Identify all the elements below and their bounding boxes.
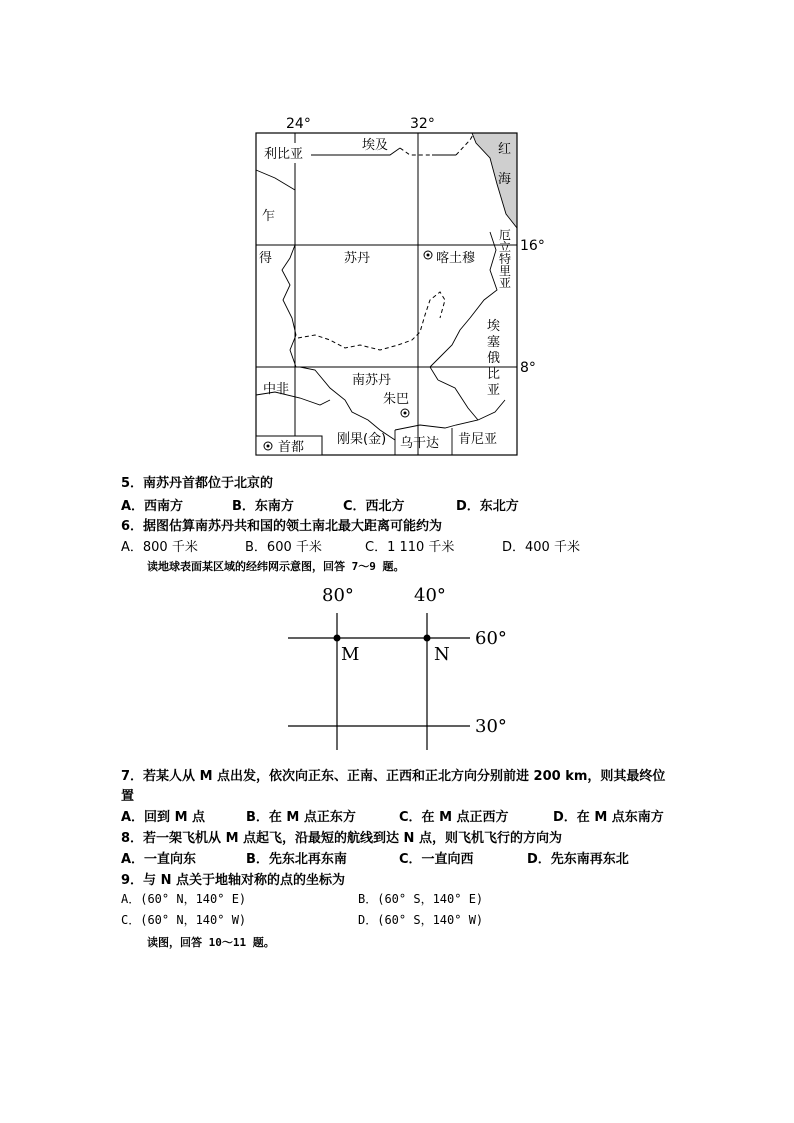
label-libya: 利比亚 [264,147,304,162]
label-car: 中非 [263,382,290,397]
q6-option-a: A．800 千米 [121,540,198,555]
q9-option-b: B．(60° S，140° E) [358,892,484,906]
lat-label-16: 16° [520,238,545,254]
label-eritrea-4: 里 [499,264,512,278]
label-uganda: 乌干达 [400,436,440,451]
label-drc: 刚果(金) [337,432,387,447]
label-eritrea-1: 厄 [499,228,512,242]
label-egypt: 埃及 [362,138,389,153]
label-ethiopia-3: 俄 [487,351,501,366]
grid-point-m-label: M [341,644,360,665]
q7-option-c: C．在 M 点正西方 [399,810,509,825]
lon-label-24: 24° [286,116,311,132]
q7-option-d: D．在 M 点东南方 [553,810,664,825]
q8-option-b: B．先东北再东南 [246,852,347,867]
label-south-sudan: 南苏丹 [352,373,392,388]
dashed-borders [298,133,474,350]
label-eritrea-3: 特 [499,252,512,266]
label-khartoum: 喀土穆 [436,251,476,266]
grid-lat-label-30: 30° [475,716,507,737]
graticule-diagram [0,575,794,775]
q8-option-a: A．一直向东 [121,852,197,867]
q9-option-a: A．(60° N，140° E) [121,892,247,906]
intro-7-9: 读地球表面某区域的经纬网示意图，回答 7～9 题。 [147,560,405,573]
q8-stem: 8．若一架飞机从 M 点起飞，沿最短的航线到达 N 点，则飞机飞行的方向为 [121,831,562,846]
label-eritrea-2: 立 [499,240,512,254]
q5-option-c: C．西北方 [343,499,405,514]
legend-capital-label: 首都 [278,440,305,455]
q9-option-c: C．(60° N，140° W) [121,913,247,927]
point-n-icon [424,635,431,642]
q6-stem: 6．据图估算南苏丹共和国的领土南北最大距离可能约为 [121,519,443,534]
label-sudan: 苏丹 [344,251,371,266]
q6-option-c: C．1 110 千米 [365,540,455,555]
label-ethiopia-5: 亚 [487,383,501,398]
q5-option-d: D．东北方 [456,499,519,514]
q8-option-c: C．一直向西 [399,852,474,867]
label-ethiopia-1: 埃 [487,319,501,334]
intro-10-11: 读图，回答 10～11 题。 [147,936,275,949]
label-red-sea-1: 红 [498,142,512,157]
lon-label-32: 32° [410,116,435,132]
label-ethiopia-4: 比 [487,367,501,382]
q7-stem-line2: 置 [121,789,135,804]
grid-point-n-label: N [434,644,450,665]
label-chad-2: 得 [259,251,273,266]
grid-lon-label-40: 40° [414,585,446,606]
grid-lat-label-60: 60° [475,628,507,649]
q7-option-a: A．回到 M 点 [121,810,206,825]
q7-stem-line1: 7．若某人从 M 点出发，依次向正东、正南、正西和正北方向分别前进 200 km，则其最终位 [121,769,666,784]
label-chad-1: 乍 [262,209,276,224]
q5-stem: 5．南苏丹首都位于北京的 [121,476,274,491]
q5-option-a: A．西南方 [121,499,184,514]
q5-option-b: B．东南方 [232,499,294,514]
label-ethiopia-2: 塞 [487,335,501,350]
q7-option-b: B．在 M 点正东方 [246,810,356,825]
label-kenya: 肯尼亚 [458,432,498,447]
q6-option-d: D．400 千米 [502,540,580,555]
sudan-map [0,0,794,470]
point-m-icon [334,635,341,642]
label-eritrea-5: 亚 [499,276,512,290]
q8-option-d: D．先东南再东北 [527,852,629,867]
q6-option-b: B．600 千米 [245,540,322,555]
q9-stem: 9．与 N 点关于地轴对称的点的坐标为 [121,873,345,888]
lat-label-8: 8° [520,360,536,376]
label-red-sea-2: 海 [498,172,512,187]
q9-option-d: D．(60° S，140° W) [358,913,484,927]
grid-lon-label-80: 80° [322,585,354,606]
label-juba: 朱巴 [383,392,410,407]
